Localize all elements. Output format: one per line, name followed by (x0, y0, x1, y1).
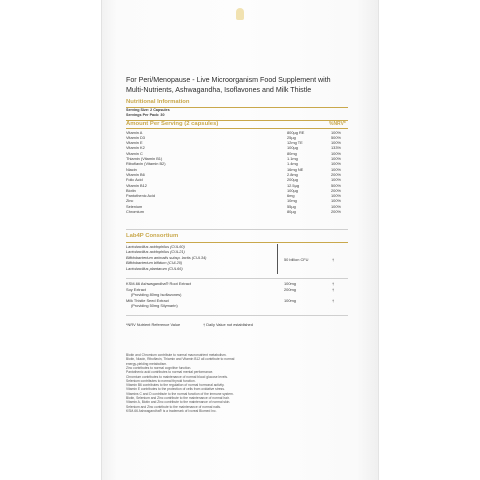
nutrient-amount: 55µg (287, 203, 296, 209)
nutritional-information-title: Nutritional Information (126, 99, 190, 105)
footnote-text: Selenium and Zinc contribute to the maintenance of normal nails. (126, 404, 221, 409)
nutrient-amount: 25µg (287, 134, 296, 140)
headline-line-1: For Peri/Menopause - Live Microorganism Food Supplement with (126, 76, 331, 84)
footnote-text: energy-yielding metabolism. (126, 361, 168, 366)
nutrient-name: Vitamin K2 (126, 145, 145, 151)
nutrient-amount: 1.1mg (287, 156, 298, 161)
footnote-text: Zinc contributes to normal cognitive function. (126, 365, 192, 370)
extract-dagger: † (332, 281, 335, 286)
consortium-title: Lab4P Consortium (126, 233, 179, 239)
nutrient-name: Vitamin E (126, 140, 143, 146)
nutrient-amount: 1.4mg (287, 161, 298, 167)
nutrient-name: Vitamin D3 (126, 134, 145, 140)
nutrient-nrv: 100% (331, 203, 341, 209)
nutrient-name: Zinc (126, 198, 134, 204)
nutrient-nrv: 200% (331, 209, 341, 214)
extract-amount: 100mg (284, 281, 296, 286)
nutrient-name: Thiamin (Vitamin B1) (126, 156, 163, 161)
footnote-text: Biotin, Niacin, Riboflavin, Thiamin and Vitamin B12 all contribute to normal (126, 357, 235, 362)
footnote-text: Biotin, Selenium and Zinc contribute to the maintenance of normal hair. (126, 396, 230, 400)
nutrient-name: Riboflavin (Vitamin B2) (126, 161, 166, 167)
nutrient-nrv: 100% (331, 166, 341, 172)
extract-name: Milk Thistle Seed Extract (126, 298, 169, 303)
nutrient-nrv: 100% (331, 129, 341, 135)
extract-dagger: † (332, 298, 335, 303)
nutrient-name: Chromium (126, 209, 144, 214)
extract-name: KSM-66 Ashwagandha® Root Extract (126, 281, 191, 286)
nutrient-amount: 80mg (287, 150, 297, 156)
footnote-text: Selenium contributes to normal thyroid function. (126, 378, 196, 383)
extract-dagger: † (332, 287, 335, 292)
nutrient-amount: 2.8mg (287, 171, 298, 177)
consortium-dagger: † (332, 257, 335, 262)
daily-value-note: † Daily Value not established (203, 322, 253, 327)
nutrient-nrv: 100% (331, 156, 341, 161)
nutrient-amount: 100µg (287, 145, 298, 151)
amount-header-rule (126, 128, 348, 129)
nutrient-nrv: 100% (331, 193, 341, 199)
strain-item: Lactobacillus plantarum (CUL66) (126, 265, 183, 271)
nutrient-name: Vitamin A (126, 129, 143, 135)
consortium-bracket (277, 244, 278, 274)
footnote-text: Biotin and Chromium contribute to normal macronutrient metabolism. (126, 353, 227, 357)
strain-item: Bifidobacterium bifidum (CUL20) (126, 260, 183, 266)
footnote-text: Vitamin B6 contributes to the regulation of normal hormonal activity. (126, 383, 225, 388)
strain-item: Lactobacillus acidophilus (CUL21) (126, 249, 185, 255)
consortium-cfu: 50 billion CFU (284, 257, 309, 262)
nutrient-amount: 6mg (287, 193, 295, 199)
consortium-title-rule (126, 242, 348, 243)
nutrient-name: Biotin (126, 187, 136, 193)
servings-per-pack: Servings Per Pack: 30 (126, 113, 165, 117)
nutrient-name: Selenium (126, 203, 143, 209)
footnote-item (126, 409, 217, 413)
consortium-end-rule (126, 278, 348, 279)
extract-amount: 100mg (284, 298, 296, 303)
nrv-header: %NRV* (329, 120, 346, 127)
nrv-note: *NRV Nutrient Reference Value (126, 322, 181, 327)
nutrient-nrv: 100% (331, 161, 341, 167)
nutrient-amount: 80µg (287, 209, 296, 214)
nutrient-nrv: 500% (331, 134, 341, 140)
nutrient-amount: 16mg NE (287, 166, 304, 172)
nutrient-amount: 800µg RE (287, 129, 305, 135)
extract-amount: 200mg (284, 287, 296, 292)
footnote-text: Vitamin E contributes to the protection of cells from oxidative stress. (126, 387, 225, 392)
nutrient-name: Niacin (126, 166, 137, 172)
nutrient-name: Vitamin C (126, 150, 143, 156)
nutrient-name: Pantothenic Acid (126, 193, 155, 199)
extract-name: Soy Extract (126, 287, 146, 292)
nutrient-amount: 200µg (287, 177, 298, 183)
headline-line-2: Multi-Nutrients, Ashwagandha, Isoflavones and Milk Thistle (126, 85, 312, 94)
nutrition-row (126, 209, 348, 214)
footnote-text: KSM-66 Ashwagandha® is a trademark of Ixoreal Biomed Inc. (126, 408, 217, 413)
extract-detail: (Providing 50mg Silymarin) (131, 303, 178, 309)
nutrient-amount: 12mg TE (287, 140, 303, 146)
amount-per-serving-header: Amount Per Serving (2 capsules) (126, 120, 219, 127)
nutrient-nrv: 200% (331, 171, 341, 177)
footnote-text: Vitamins C and D contribute to the normal function of the immune system. (126, 391, 234, 396)
serving-size: Serving Size: 2 Capsules (126, 108, 170, 112)
nutrient-nrv: 500% (331, 182, 341, 188)
nutrient-amount: 100µg (287, 187, 298, 193)
nutrient-name: Folic Acid (126, 177, 143, 183)
strain-item: Lactobacillus acidophilus (CUL60) (126, 243, 185, 249)
strain-item: Bifidobacterium animalis subsp. lactis (CUL34) (126, 254, 207, 260)
nutrient-nrv: 100% (331, 150, 341, 156)
footnote-text: Pantothenic acid contributes to normal mental performance. (126, 370, 214, 375)
nutrient-name: Vitamin B6 (126, 171, 145, 177)
brand-logo (236, 8, 244, 20)
nutrient-amount: 12.5µg (287, 182, 299, 188)
nutrient-amount: 10mg (287, 198, 297, 204)
nutrient-nrv: 100% (331, 177, 341, 183)
nutrition-end-rule (126, 229, 348, 230)
product-headline (126, 76, 362, 95)
footnote-text: Vitamin A, Biotin and Zinc contribute to the maintenance of normal skin. (126, 400, 231, 405)
nutrient-nrv: 100% (331, 198, 341, 204)
nutrient-nrv: 133% (331, 145, 341, 151)
nutrient-nrv: 100% (331, 140, 341, 146)
nutrient-nrv: 200% (331, 187, 341, 193)
nutrient-name: Vitamin B12 (126, 182, 147, 188)
extracts-end-rule (126, 315, 348, 316)
extract-detail: (Providing 80mg Isoflavones) (131, 292, 182, 298)
footnote-text: Chromium contributes to maintenance of normal blood glucose levels. (126, 374, 228, 379)
